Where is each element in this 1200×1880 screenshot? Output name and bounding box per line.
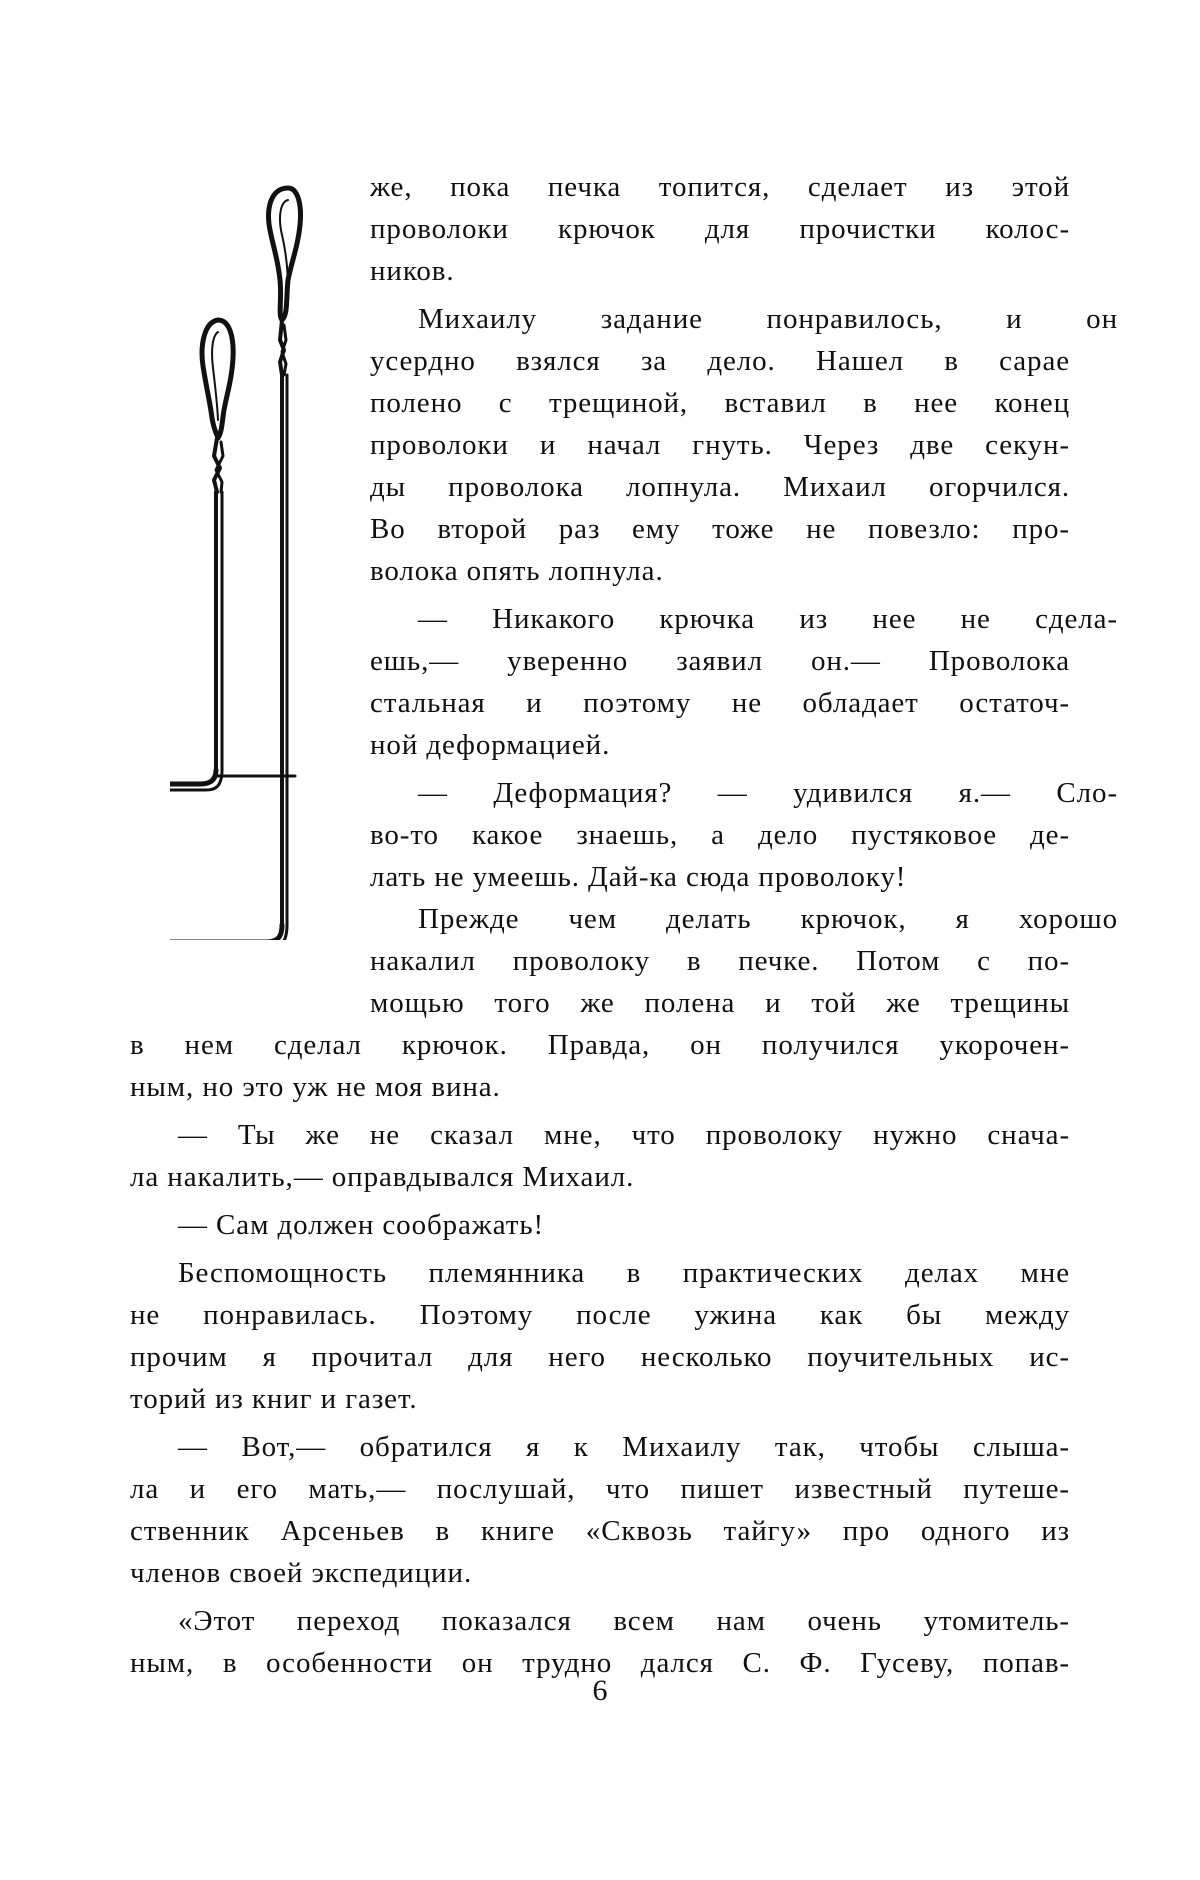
text-line: волока опять лопнула. [370, 555, 664, 587]
text-line: ным, но это уж не моя вина. [130, 1071, 501, 1103]
text-line: — Сам должен соображать! [178, 1209, 545, 1241]
text-line: ла и его мать,— послушай, что пишет известный путеше- [130, 1473, 1070, 1505]
text-line: — Ты же не сказал мне, что проволоку нужно снача- [178, 1119, 1070, 1151]
text-line: ешь,— уверенно заявил он.— Проволока [370, 645, 1070, 677]
text-line: мощью того же полена и той же трещины [370, 987, 1070, 1019]
text-line: членов своей экспедиции. [130, 1557, 473, 1589]
page-number: 6 [592, 1674, 608, 1707]
text-line: ственник Арсеньев в книге «Сквозь тайгу» про одного из [130, 1515, 1070, 1547]
text-line: Беспомощность племянника в практических делах мне [178, 1257, 1070, 1289]
text-line: ды проволока лопнула. Михаил огорчился. [370, 471, 1070, 503]
text-line: ным, в особенности он трудно дался С. Ф. Гусеву, попав- [130, 1647, 1070, 1679]
text-line: не понравилась. Поэтому после ужина как бы между [130, 1299, 1070, 1331]
text-line: прочим я прочитал для него несколько поучительных ис- [130, 1341, 1070, 1373]
text-line: «Этот переход показался всем нам очень утомитель- [178, 1605, 1070, 1637]
text-line: Прежде чем делать крючок, я хорошо [418, 903, 1118, 935]
text-line: накалил проволоку в печке. Потом с по- [370, 945, 1070, 977]
text-line: ла накалить,— оправдывался Михаил. [130, 1161, 635, 1193]
text-line: Михаилу задание понравилось, и он [418, 303, 1118, 335]
text-line: полено с трещиной, вставил в нее конец [370, 387, 1070, 419]
text-line: торий из книг и газет. [130, 1383, 418, 1415]
body-text [130, 166, 1118, 1684]
text-line: проволоки и начал гнуть. Через две секун- [370, 429, 1070, 461]
text-line: — Никакого крючка из нее не сдела- [418, 603, 1118, 635]
text-line: Во второй раз ему тоже не повезло: про- [370, 513, 1070, 545]
text-line: усердно взялся за дело. Нашел в сарае [370, 345, 1070, 377]
text-line: стальная и поэтому не обладает остаточ- [370, 687, 1070, 719]
text-line: ников. [370, 255, 455, 287]
text-line: — Вот,— обратился я к Михаилу так, чтобы слыша- [178, 1431, 1070, 1463]
text-line: проволоки крючок для прочистки колос- [370, 213, 1070, 245]
text-line: лать не умеешь. Дай-ка сюда проволоку! [370, 861, 907, 893]
text-line: же, пока печка топится, сделает из этой [370, 171, 1070, 203]
text-line: ной деформацией. [370, 729, 611, 761]
text-line: в нем сделал крючок. Правда, он получился укорочен- [130, 1029, 1070, 1061]
text-line: — Деформация? — удивился я.— Сло- [418, 777, 1118, 809]
text-line: во-то какое знаешь, а дело пустяковое де- [370, 819, 1070, 851]
